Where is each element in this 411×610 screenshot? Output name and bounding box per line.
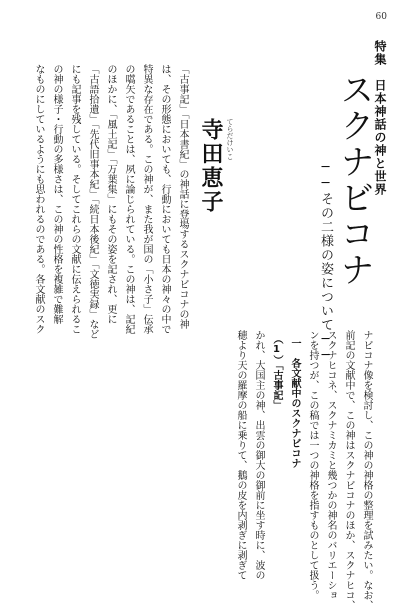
body-text-bottom (231, 330, 375, 610)
author-name: 寺田恵子 (198, 118, 224, 214)
article-title: スクナビコナ (334, 72, 374, 288)
body-line: のほかに、「風土記」「万葉集」にもその姿を記され、更に (105, 64, 116, 324)
body-line: スクナヒコネ、スクナミカミと幾つかの神名のバリエーショ (325, 330, 336, 600)
body-line: の神の様子・行動の多様さは、この神の性格を複雑で難解 (51, 64, 62, 324)
section-heading: 一 各文献中のスクナビコナ (289, 338, 300, 468)
quote-line: かれ、大国主の神、出雲の御大の御前に坐す時に、波の (253, 330, 264, 580)
body-text-top (29, 64, 191, 364)
body-line: ンを持つが、この稿では一つの神格を指すものとして扱う。 (307, 330, 318, 600)
body-line: 特異な存在である。この神が、また我が国の「小さ子」伝承 (141, 64, 152, 334)
body-line: 「古事記」「日本書紀」の神話に登場するスクナビコナの神 (177, 64, 188, 329)
author-ruby: てらだけいこ (226, 118, 234, 160)
body-line: にも記事を残している。そしてこれらの文献に伝えられるこ (69, 64, 80, 334)
body-line: 前記の文献中で、この神はスクナビコナのほか、スクナヒコ、 (343, 330, 354, 610)
body-line: 「古語拾遺」「先代旧事本紀」「続日本後紀」「文徳実録」など (87, 64, 98, 339)
quote-line: 穂より天の羅摩の船に乗りて、鵝の皮を内剥ぎに剥ぎて (235, 330, 246, 580)
body-line: は、その形態においても、行動においても日本の神々の中で (159, 64, 170, 334)
page-number: 60 (375, 12, 387, 22)
body-line: の嚆矢であることは、夙に論じられている。この神は、記紀 (123, 64, 134, 334)
article-subtitle: ──その二様の姿について── (318, 160, 333, 364)
body-line: ナビコナ像を検討し、この神の神格の整理を試みたい。なお、 (361, 330, 372, 610)
subsection-heading: （1）「古事記」 (271, 334, 282, 410)
body-line: なものにしているようにも思われるのである。各文献のスク (33, 64, 44, 334)
series-heading: 特集 日本神話の神と世界 (373, 40, 387, 196)
